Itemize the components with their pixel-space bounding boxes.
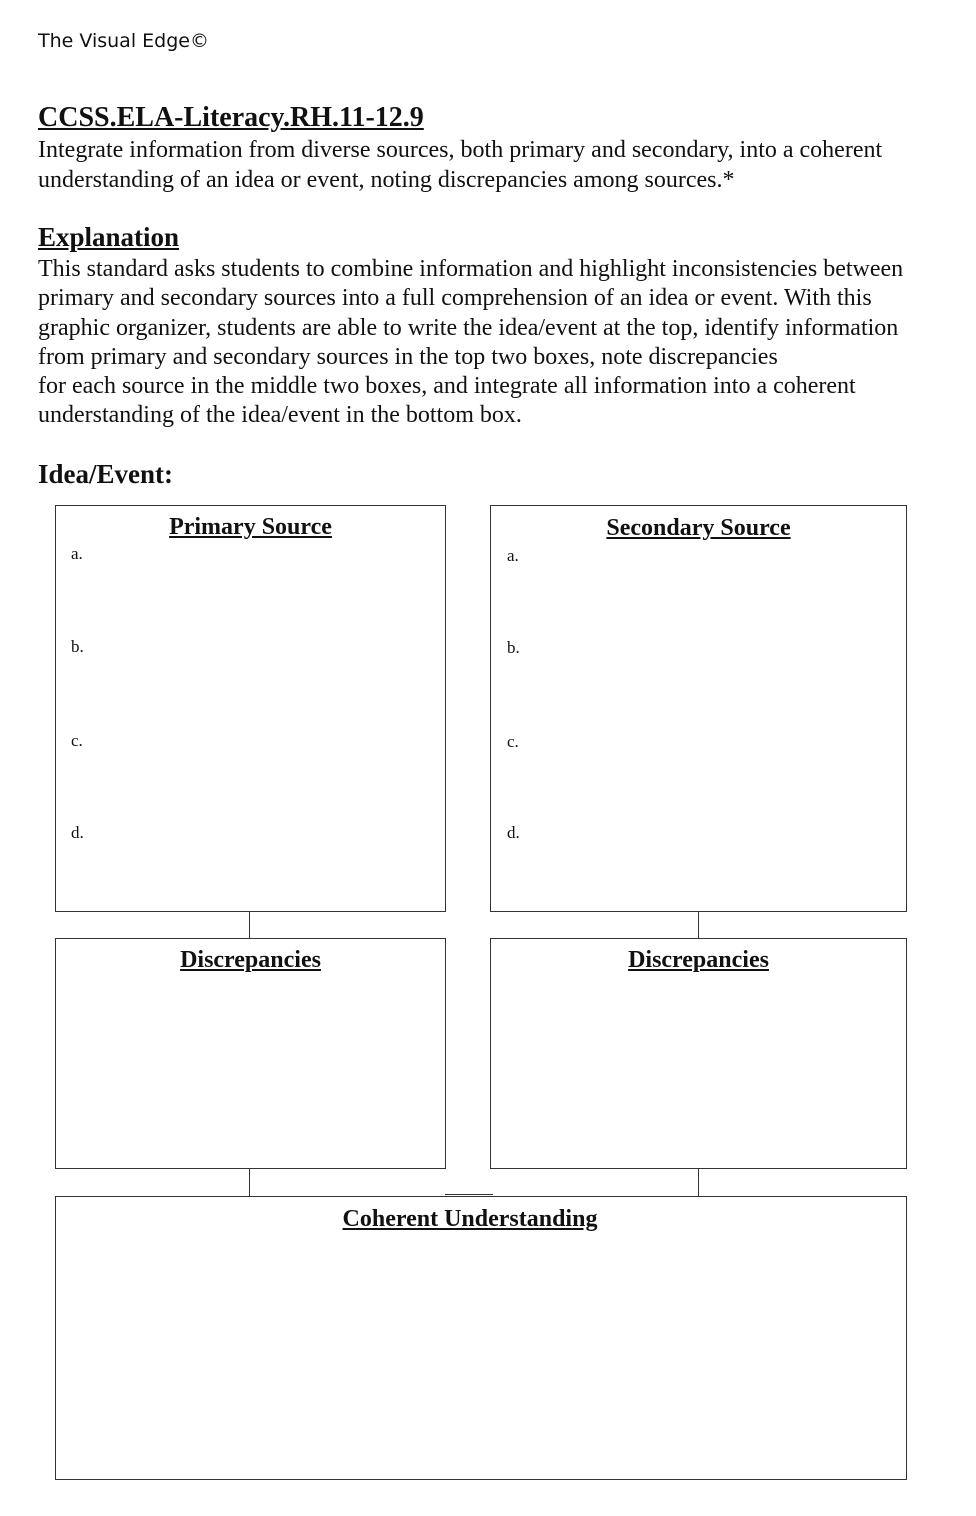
idea-event-label: Idea/Event: [38, 459, 173, 489]
connector-line [698, 1169, 699, 1196]
standard-description [38, 136, 948, 195]
explanation-line: understanding of the idea/event in the bottom box. [38, 402, 522, 429]
connector-line [249, 912, 250, 938]
secondary-source-title: Secondary Source [606, 515, 791, 541]
explanation-heading: Explanation [38, 222, 180, 252]
connector-join-line [445, 1194, 493, 1195]
coherent-understanding-title: Coherent Understanding [342, 1206, 598, 1232]
primary-source-title: Primary Source [169, 514, 332, 540]
secondary-source-box[interactable] [490, 505, 907, 912]
primary-source-box[interactable] [55, 505, 446, 912]
explanation-text [38, 255, 953, 431]
secondary-item-b: b. [507, 638, 520, 657]
discrepancies-right-title: Discrepancies [628, 947, 769, 973]
connector-line [249, 1169, 250, 1196]
explanation-line: from primary and secondary sources in the top two boxes, note discrepancies [38, 343, 778, 370]
connector-line [698, 912, 699, 938]
explanation-line: graphic organizer, students are able to write the idea/event at the top, identify information [38, 314, 899, 341]
primary-item-d: d. [71, 823, 84, 842]
primary-item-b: b. [71, 637, 84, 656]
secondary-item-c: c. [507, 732, 519, 751]
brand-header: The Visual Edge© [38, 30, 209, 52]
explanation-line: for each source in the middle two boxes, and integrate all information into a coherent [38, 373, 856, 400]
discrepancies-left-title: Discrepancies [180, 947, 321, 973]
primary-item-c: c. [71, 731, 83, 750]
explanation-line: primary and secondary sources into a full comprehension of an idea or event. With this [38, 285, 872, 312]
explanation-line: This standard asks students to combine information and highlight inconsistencies between [38, 256, 904, 282]
secondary-item-d: d. [507, 823, 520, 842]
secondary-item-a: a. [507, 546, 519, 565]
standard-code: CCSS.ELA-Literacy.RH.11-12.9 [38, 102, 424, 133]
discrepancies-right-box[interactable] [490, 938, 907, 1169]
primary-item-a: a. [71, 544, 83, 563]
coherent-understanding-box[interactable] [55, 1196, 907, 1480]
discrepancies-left-box[interactable] [55, 938, 446, 1169]
standard-line: Integrate information from diverse sources, both primary and secondary, into a coherent [38, 137, 883, 163]
standard-line: understanding of an idea or event, noting discrepancies among sources.* [38, 166, 735, 193]
